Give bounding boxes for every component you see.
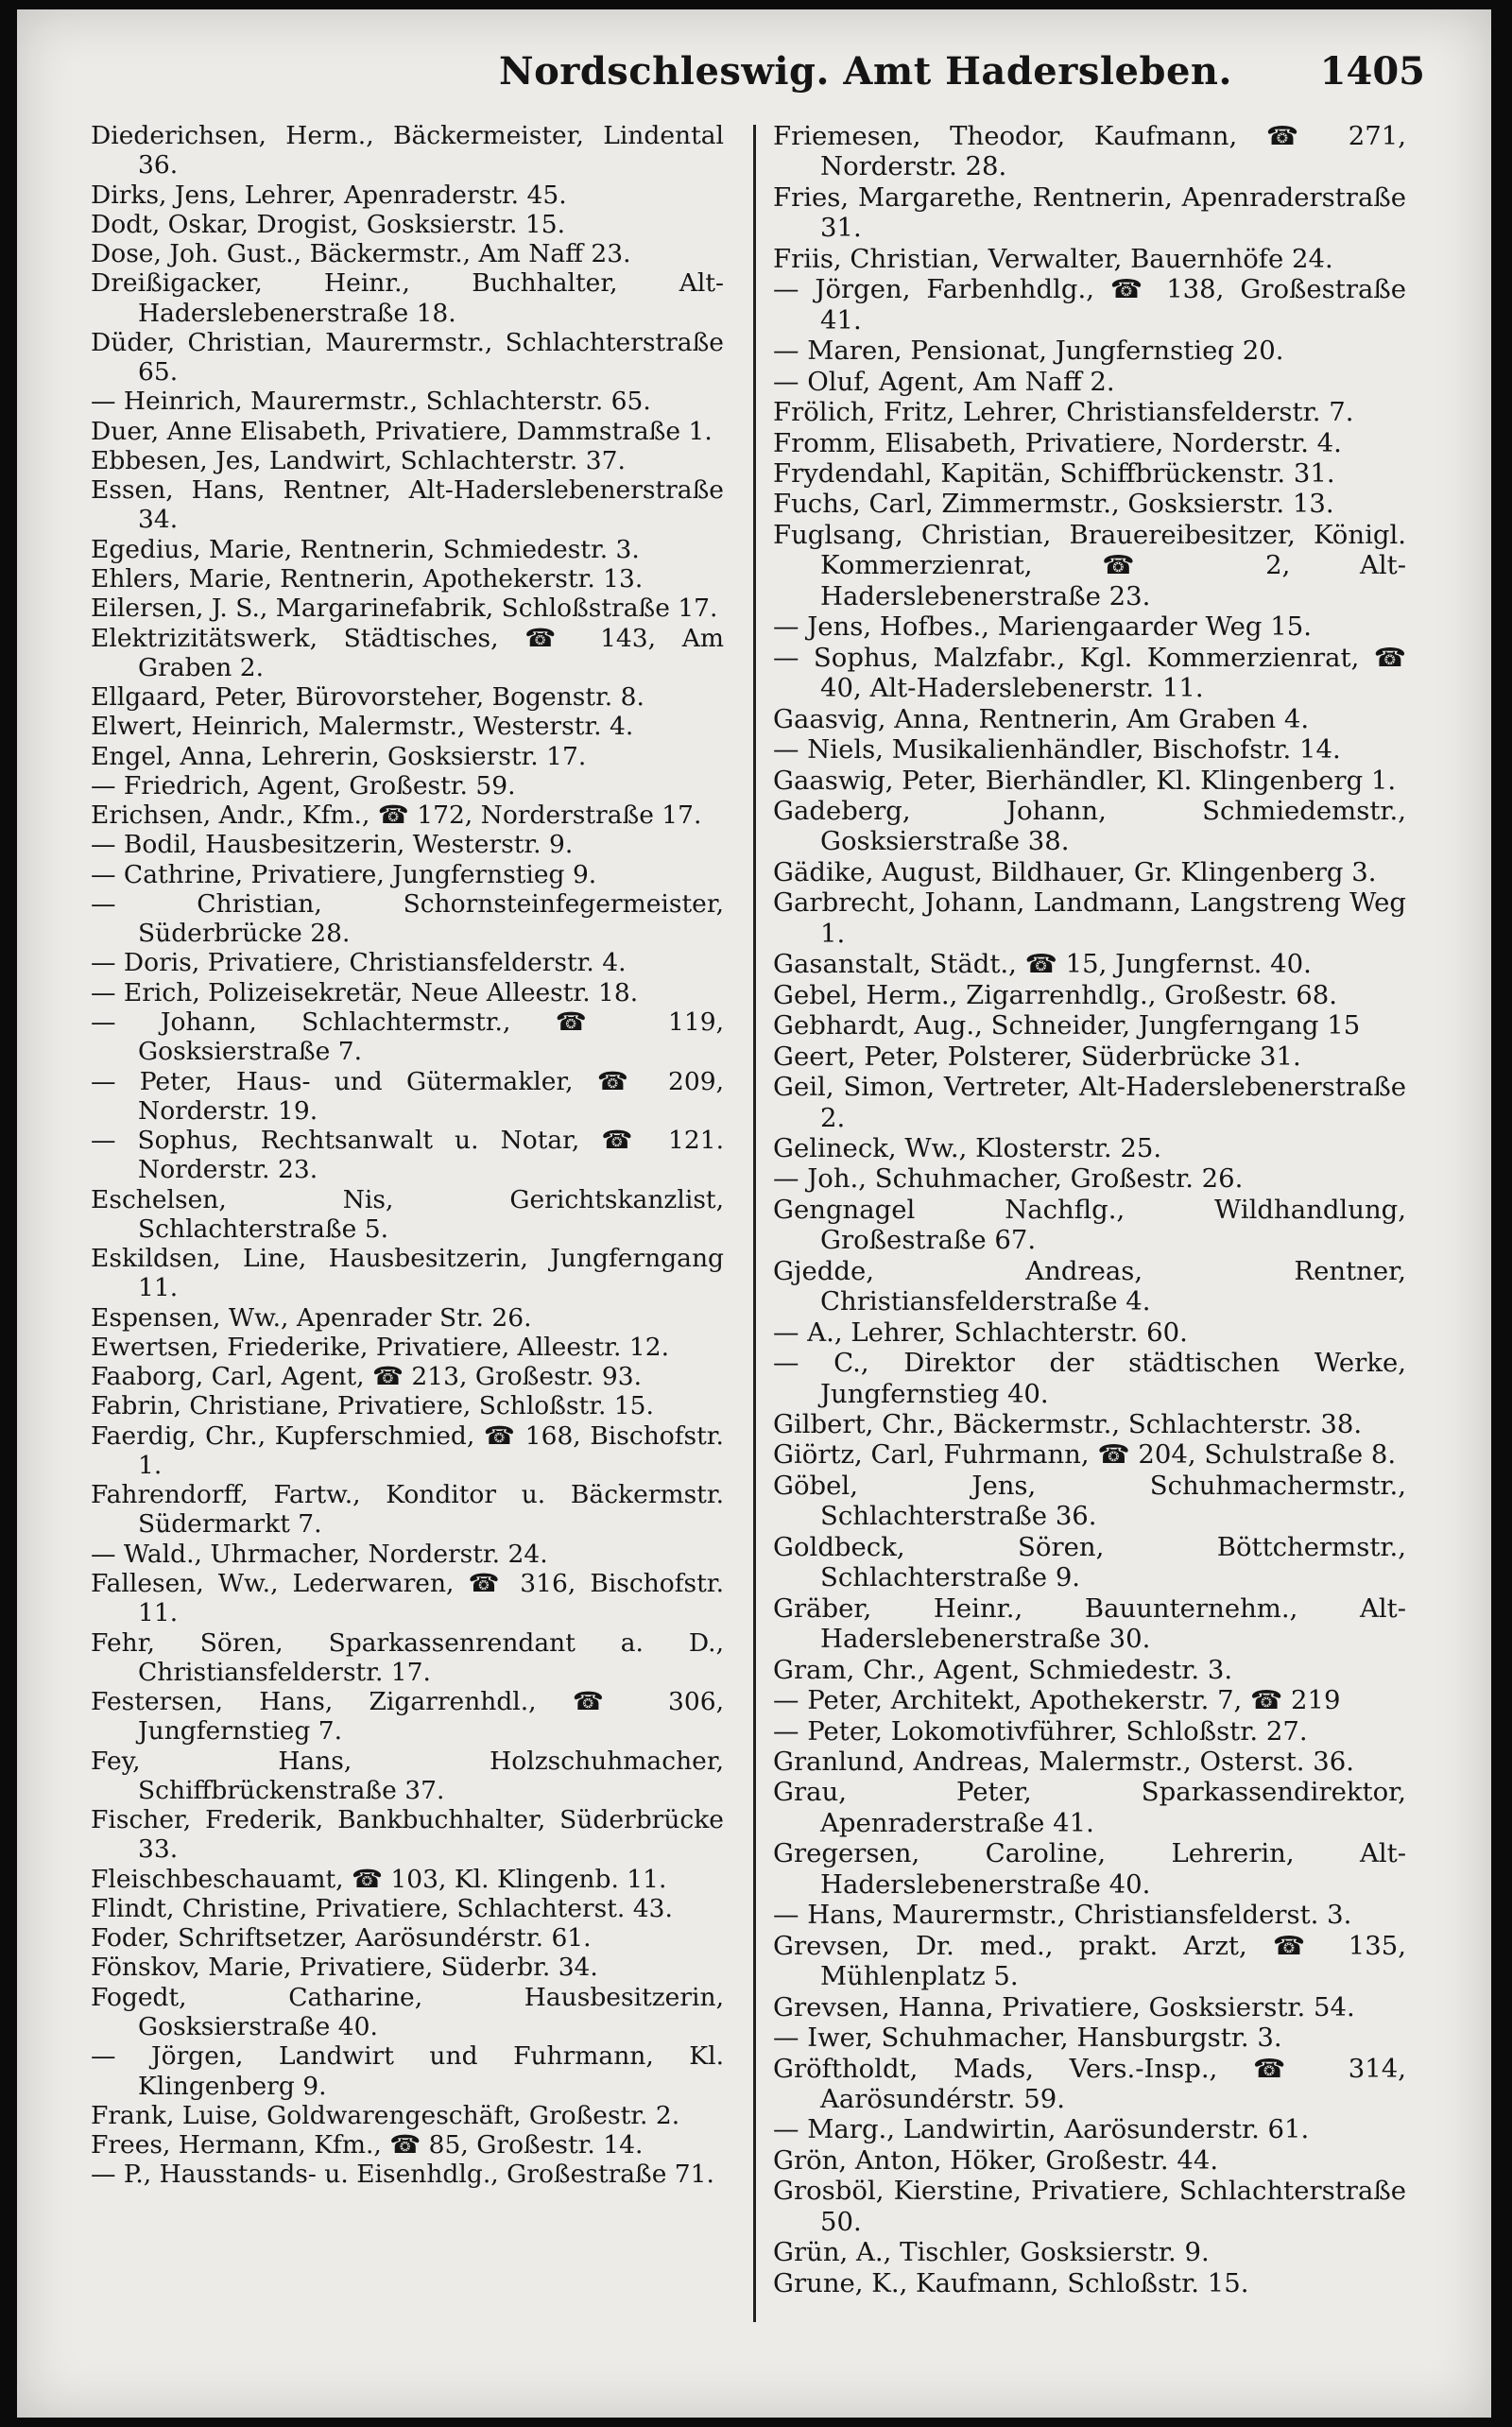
directory-entry: — Peter, Architekt, Apothekerstr. 7, ☎ 219 [773, 1685, 1341, 1716]
directory-entry: Elektrizitätswerk, Städtisches, ☎ 143, Am Graben 2. [91, 623, 724, 682]
directory-entry: Faaborg, Carl, Agent, ☎ 213, Großestr. 93. [91, 1362, 643, 1392]
directory-entry: Grune, K., Kaufmann, Schloßstr. 15. [773, 2267, 1249, 2298]
directory-entry: Garbrecht, Johann, Landmann, Langstreng Weg 1. [773, 887, 1406, 949]
directory-entry: Ehlers, Marie, Rentnerin, Apothekerstr. 13. [91, 563, 644, 594]
directory-entry: — Jörgen, Farbenhdlg., ☎ 138, Großestraße 41. [773, 274, 1406, 336]
directory-entry: — Niels, Musikalienhändler, Bischofstr. 14. [773, 734, 1341, 766]
directory-entry: Diederichsen, Herm., Bäckermeister, Lindental 36. [91, 121, 724, 181]
directory-entry: Essen, Hans, Rentner, Alt-Haderslebenerstraße 34. [91, 475, 724, 535]
directory-entry: Geil, Simon, Vertreter, Alt-Haderslebenerstraße 2. [773, 1072, 1406, 1133]
directory-entry: Gadeberg, Johann, Schmiedemstr., Gosksierstraße 38. [773, 795, 1406, 857]
directory-entry: Dreißigacker, Heinr., Buchhalter, Alt-Haderslebenerstraße 18. [91, 268, 724, 328]
directory-entry: Fahrendorff, Fartw., Konditor u. Bäckermstr. Südermarkt 7. [91, 1480, 724, 1540]
directory-entry: — C., Direktor der städtischen Werke, Jungfernstieg 40. [773, 1348, 1406, 1409]
directory-entry: — Bodil, Hausbesitzerin, Westerstr. 9. [91, 830, 574, 860]
directory-entry: — Jens, Hofbes., Mariengaarder Weg 15. [773, 611, 1312, 643]
directory-entry: Fey, Hans, Holzschuhmacher, Schiffbrückenstraße 37. [91, 1746, 724, 1805]
directory-entry: Eschelsen, Nis, Gerichtskanzlist, Schlachterstraße 5. [91, 1184, 724, 1244]
directory-entry: — Joh., Schuhmacher, Großestr. 26. [773, 1163, 1244, 1195]
directory-entry: — Peter, Haus- und Gütermakler, ☎ 209, Norderstr. 19. [91, 1066, 724, 1126]
directory-entry: — Maren, Pensionat, Jungfernstieg 20. [773, 336, 1284, 367]
directory-entry: Grön, Anton, Höker, Großestr. 44. [773, 2144, 1219, 2176]
directory-entry: Gaasvig, Anna, Rentnerin, Am Graben 4. [773, 703, 1310, 734]
directory-entry: Grevsen, Dr. med., prakt. Arzt, ☎ 135, Mühlenplatz 5. [773, 1930, 1406, 1992]
column-divider [753, 125, 756, 2322]
directory-entry: Gengnagel Nachflg., Wildhandlung, Großestraße 67. [773, 1194, 1406, 1256]
directory-entry: — Peter, Lokomotivführer, Schloßstr. 27. [773, 1715, 1308, 1747]
directory-entry: Frölich, Fritz, Lehrer, Christiansfelderstr. 7. [773, 397, 1354, 428]
directory-entry: Frank, Luise, Goldwarengeschäft, Großestr. 2. [91, 2100, 680, 2130]
directory-entry: Ellgaard, Peter, Bürovorsteher, Bogenstr. 8. [91, 682, 644, 713]
directory-entry: Frydendahl, Kapitän, Schiffbrückenstr. 31. [773, 457, 1335, 489]
directory-entry: — Erich, Polizeisekretär, Neue Alleestr. 18. [91, 977, 639, 1007]
directory-entry: Fischer, Frederik, Bankbuchhalter, Süderbrücke 33. [91, 1805, 724, 1865]
directory-entry: Espensen, Ww., Apenrader Str. 26. [91, 1302, 532, 1333]
directory-entry: Fallesen, Ww., Lederwaren, ☎ 316, Bischofstr. 11. [91, 1569, 724, 1628]
directory-entry: Grau, Peter, Sparkassendirektor, Apenraderstraße 41. [773, 1777, 1406, 1838]
directory-entry: Fogedt, Catharine, Hausbesitzerin, Gosksierstraße 40. [91, 1982, 724, 2041]
directory-entry: — Iwer, Schuhmacher, Hansburgstr. 3. [773, 2022, 1282, 2054]
directory-entry: — P., Hausstands- u. Eisenhdlg., Großestraße 71. [91, 2160, 714, 2190]
directory-entry: Friis, Christian, Verwalter, Bauernhöfe 24. [773, 243, 1333, 274]
directory-entry: Düder, Christian, Maurermstr., Schlachterstraße 65. [91, 327, 724, 387]
directory-entry: Duer, Anne Elisabeth, Privatiere, Dammstraße 1. [91, 416, 713, 446]
page-header [17, 49, 1491, 106]
directory-entry: — Oluf, Agent, Am Naff 2. [773, 366, 1115, 397]
directory-entry: Gaaswig, Peter, Bierhändler, Kl. Klingenberg 1. [773, 765, 1397, 796]
directory-entry: Gjedde, Andreas, Rentner, Christiansfelderstraße 4. [773, 1255, 1406, 1317]
directory-entry: Grevsen, Hanna, Privatiere, Gosksierstr. 54. [773, 1991, 1355, 2022]
directory-entry: Gelineck, Ww., Klosterstr. 25. [773, 1132, 1162, 1163]
directory-entry: — Christian, Schornsteinfegermeister, Süderbrücke 28. [91, 888, 724, 949]
directory-entry: Erichsen, Andr., Kfm., ☎ 172, Norderstraße 17. [91, 800, 702, 831]
directory-entry: Engel, Anna, Lehrerin, Gosksierstr. 17. [91, 741, 587, 771]
directory-entry: — Sophus, Malzfabr., Kgl. Kommerzienrat, ☎ 40, Alt-Haderslebenerstr. 11. [773, 642, 1406, 704]
directory-entry: Fabrin, Christiane, Privatiere, Schloßstr. 15. [91, 1391, 654, 1421]
running-head: Nordschleswig. Amt Hadersleben. [499, 49, 1232, 94]
directory-entry: Friemesen, Theodor, Kaufmann, ☎ 271, Norderstr. 28. [773, 121, 1406, 182]
directory-entry: Gädike, August, Bildhauer, Gr. Klingenberg 3. [773, 856, 1377, 887]
directory-entry: Eskildsen, Line, Hausbesitzerin, Jungferngang 11. [91, 1244, 724, 1303]
directory-entry: Gröftholdt, Mads, Vers.-Insp., ☎ 314, Aarösundérstr. 59. [773, 2053, 1406, 2114]
directory-entry: Gram, Chr., Agent, Schmiedestr. 3. [773, 1654, 1233, 1685]
directory-entry: — Hans, Maurermstr., Christiansfelderst. 3. [773, 1900, 1352, 1931]
directory-entry: Ebbesen, Jes, Landwirt, Schlachterstr. 37. [91, 445, 626, 475]
directory-entry: Geert, Peter, Polsterer, Süderbrücke 31. [773, 1041, 1301, 1072]
directory-entry: — Sophus, Rechtsanwalt u. Notar, ☎ 121. Norderstr. 23. [91, 1126, 724, 1185]
directory-entry: Fönskov, Marie, Privatiere, Süderbr. 34. [91, 1953, 598, 1983]
directory-entry: — Heinrich, Maurermstr., Schlachterstr. 65. [91, 387, 651, 417]
directory-page [17, 9, 1491, 2418]
directory-entry: — Johann, Schlachtermstr., ☎ 119, Gosksierstraße 7. [91, 1007, 724, 1067]
directory-entry: Fehr, Sören, Sparkassenrendant a. D., Christiansfelderstr. 17. [91, 1627, 724, 1687]
directory-entry: Dodt, Oskar, Drogist, Gosksierstr. 15. [91, 209, 566, 239]
directory-entry: Frees, Hermann, Kfm., ☎ 85, Großestr. 14. [91, 2130, 644, 2160]
directory-entry: Gräber, Heinr., Bauunternehm., Alt-Haderslebenerstraße 30. [773, 1592, 1406, 1655]
page-number: 1405 [1319, 49, 1425, 94]
directory-entry: Fromm, Elisabeth, Privatiere, Norderstr. 4. [773, 427, 1342, 458]
directory-entry: — Friedrich, Agent, Großestr. 59. [91, 770, 516, 800]
directory-entry: Grosböl, Kierstine, Privatiere, Schlachterstraße 50. [773, 2176, 1406, 2237]
directory-entry: — Wald., Uhrmacher, Norderstr. 24. [91, 1539, 548, 1569]
directory-entry: Goldbeck, Sören, Böttchermstr., Schlachterstraße 9. [773, 1531, 1406, 1593]
directory-entry: Foder, Schriftsetzer, Aarösundérstr. 61. [91, 1923, 592, 1954]
directory-entry: — Cathrine, Privatiere, Jungfernstieg 9. [91, 859, 597, 889]
directory-entry: Ewertsen, Friederike, Privatiere, Alleestr. 12. [91, 1332, 670, 1362]
directory-entry: Fries, Margarethe, Rentnerin, Apenraderstraße 31. [773, 181, 1406, 244]
directory-entry: — Jörgen, Landwirt und Fuhrmann, Kl. Klingenberg 9. [91, 2041, 724, 2101]
directory-entry: Fuglsang, Christian, Brauereibesitzer, Königl. Kommerzienrat, ☎ 2, Alt-Haderslebenerstraße 23. [773, 519, 1406, 611]
directory-entry: Elwert, Heinrich, Malermstr., Westerstr. 4. [91, 712, 634, 742]
directory-entry: Gebel, Herm., Zigarrenhdlg., Großestr. 68. [773, 979, 1338, 1010]
directory-entry: Eilersen, J. S., Margarinefabrik, Schloßstraße 17. [91, 594, 718, 624]
directory-entry: — A., Lehrer, Schlachterstr. 60. [773, 1317, 1188, 1348]
right-column [773, 121, 1406, 2298]
directory-entry: Grün, A., Tischler, Gosksierstr. 9. [773, 2237, 1210, 2268]
left-column [91, 121, 724, 2190]
directory-entry: Göbel, Jens, Schuhmachermstr., Schlachterstraße 36. [773, 1470, 1406, 1532]
directory-entry: Gasanstalt, Städt., ☎ 15, Jungfernst. 40. [773, 949, 1312, 980]
directory-entry: Fuchs, Carl, Zimmermstr., Gosksierstr. 13. [773, 489, 1334, 520]
directory-entry: — Doris, Privatiere, Christiansfelderstr. 4. [91, 948, 627, 978]
directory-entry: Festersen, Hans, Zigarrenhdl., ☎ 306, Jungfernstieg 7. [91, 1687, 724, 1747]
directory-entry: — Marg., Landwirtin, Aarösunderstr. 61. [773, 2114, 1310, 2145]
directory-entry: Dirks, Jens, Lehrer, Apenraderstr. 45. [91, 180, 567, 210]
directory-entry: Flindt, Christine, Privatiere, Schlachterst. 43. [91, 1893, 673, 1923]
directory-entry: Giörtz, Carl, Fuhrmann, ☎ 204, Schulstraße 8. [773, 1439, 1397, 1471]
directory-entry: Fleischbeschauamt, ☎ 103, Kl. Klingenb. 11. [91, 1864, 667, 1894]
directory-entry: Gregersen, Caroline, Lehrerin, Alt-Haderslebenerstraße 40. [773, 1838, 1406, 1900]
directory-entry: Egedius, Marie, Rentnerin, Schmiedestr. 3. [91, 534, 640, 564]
directory-entry: Faerdig, Chr., Kupferschmied, ☎ 168, Bischofstr. 1. [91, 1420, 724, 1480]
directory-entry: Dose, Joh. Gust., Bäckermstr., Am Naff 23. [91, 239, 631, 269]
directory-entry: Granlund, Andreas, Malermstr., Osterst. 36. [773, 1747, 1354, 1778]
directory-entry: Gebhardt, Aug., Schneider, Jungferngang 15 [773, 1010, 1361, 1041]
directory-entry: Gilbert, Chr., Bäckermstr., Schlachterstr. 38. [773, 1409, 1363, 1440]
